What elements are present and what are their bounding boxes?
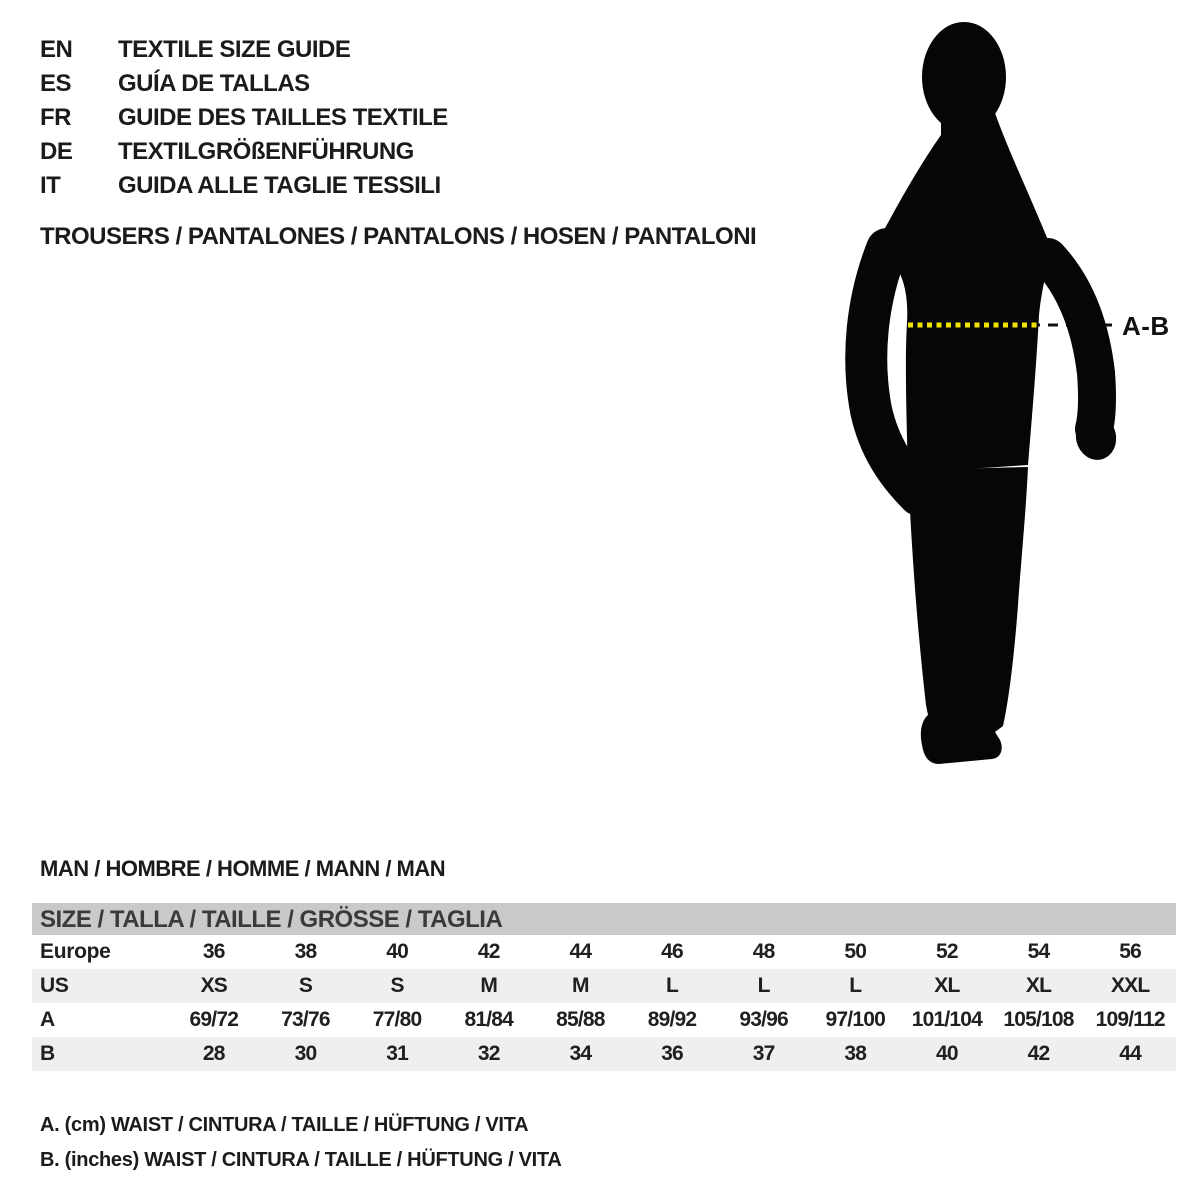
table-cell: S bbox=[390, 974, 404, 997]
language-row bbox=[40, 135, 448, 169]
table-cell: 56 bbox=[1119, 940, 1142, 963]
table-cell: 36 bbox=[661, 1042, 683, 1065]
size-table-body bbox=[32, 935, 1176, 1071]
measure-label: A-B bbox=[1122, 311, 1170, 341]
table-cell: 52 bbox=[936, 940, 958, 963]
table-cell: M bbox=[480, 974, 498, 997]
figure bbox=[845, 5, 1200, 795]
row-label: A bbox=[40, 1008, 55, 1031]
table-cell: 40 bbox=[386, 940, 408, 963]
row-label: Europe bbox=[40, 940, 111, 963]
table-cell: 81/84 bbox=[464, 1008, 513, 1031]
table-cell: 77/80 bbox=[372, 1008, 422, 1031]
table-cell: L bbox=[665, 974, 678, 997]
language-title: GUIDA ALLE TAGLIE TESSILI bbox=[118, 172, 441, 199]
table-cell: 97/100 bbox=[825, 1008, 885, 1031]
table-cell: M bbox=[572, 974, 589, 997]
section-title: MAN / HOMBRE / HOMME / MANN / MAN bbox=[40, 856, 446, 881]
language-row bbox=[40, 101, 448, 135]
table-cell: 32 bbox=[477, 1042, 500, 1065]
language-code: FR bbox=[40, 104, 71, 131]
table-cell: 30 bbox=[294, 1042, 317, 1065]
table-cell: XL bbox=[1025, 974, 1052, 997]
table-cell: 34 bbox=[569, 1042, 592, 1065]
table-row bbox=[32, 935, 1176, 969]
table-cell: XS bbox=[200, 974, 228, 997]
right-arm-shape bbox=[1048, 257, 1097, 429]
language-code: DE bbox=[40, 138, 73, 165]
language-title: TEXTILGRÖßENFÜHRUNG bbox=[118, 138, 414, 165]
table-cell: 69/72 bbox=[189, 1008, 239, 1031]
row-label: B bbox=[40, 1042, 55, 1065]
language-title: TEXTILE SIZE GUIDE bbox=[118, 36, 351, 63]
table-cell: 101/104 bbox=[911, 1008, 983, 1031]
note-line: A. (cm) WAIST / CINTURA / TAILLE / HÜFTUNG / VITA bbox=[40, 1114, 529, 1136]
table-cell: XXL bbox=[1110, 974, 1150, 997]
man-silhouette bbox=[845, 5, 1175, 795]
table-cell: 42 bbox=[1027, 1042, 1050, 1065]
table-cell: 37 bbox=[752, 1042, 775, 1065]
language-code: ES bbox=[40, 70, 72, 97]
table-cell: XL bbox=[934, 974, 960, 997]
table-cell: 40 bbox=[936, 1042, 958, 1065]
language-row bbox=[40, 169, 448, 203]
language-title: GUIDE DES TAILLES TEXTILE bbox=[118, 104, 448, 131]
table-cell: 44 bbox=[569, 940, 592, 963]
category-title: TROUSERS / PANTALONES / PANTALONS / HOSEN / PANTALONI bbox=[40, 223, 757, 250]
table-cell: 85/88 bbox=[556, 1008, 605, 1031]
table-cell: 38 bbox=[294, 940, 317, 963]
language-code: EN bbox=[40, 36, 73, 63]
table-cell: 31 bbox=[386, 1042, 408, 1065]
table-cell: 93/96 bbox=[739, 1008, 788, 1031]
notes bbox=[40, 1108, 562, 1178]
note-line: B. (inches) WAIST / CINTURA / TAILLE / HÜFTUNG / VITA bbox=[40, 1149, 562, 1171]
table-row bbox=[32, 969, 1176, 1003]
language-title: GUÍA DE TALLAS bbox=[118, 70, 310, 97]
table-cell: L bbox=[849, 974, 862, 997]
table-cell: L bbox=[757, 974, 770, 997]
table-cell: 36 bbox=[202, 940, 225, 963]
table-cell: 38 bbox=[844, 1042, 867, 1065]
torso-shape bbox=[877, 110, 1052, 473]
table-cell: 28 bbox=[202, 1042, 225, 1065]
table-cell: 48 bbox=[752, 940, 775, 963]
table-cell: 46 bbox=[661, 940, 683, 963]
table-cell: 44 bbox=[1119, 1042, 1142, 1065]
table-cell: 42 bbox=[477, 940, 500, 963]
table-cell: 89/92 bbox=[647, 1008, 697, 1031]
table-cell: 105/108 bbox=[1003, 1008, 1074, 1031]
table-cell: 50 bbox=[844, 940, 867, 963]
table-cell: 109/112 bbox=[1095, 1008, 1165, 1031]
size-table bbox=[32, 903, 1176, 1071]
language-code: IT bbox=[40, 172, 61, 199]
table-cell: 73/76 bbox=[281, 1008, 330, 1031]
table-cell: S bbox=[298, 974, 313, 997]
language-row bbox=[40, 67, 448, 101]
row-label: US bbox=[40, 974, 69, 997]
table-row bbox=[32, 1003, 1176, 1037]
size-table-header: SIZE / TALLA / TAILLE / GRÖSSE / TAGLIA bbox=[32, 903, 1176, 935]
language-row bbox=[40, 33, 448, 67]
table-row bbox=[32, 1037, 1176, 1071]
table-cell: 54 bbox=[1027, 940, 1050, 963]
language-list bbox=[40, 33, 448, 203]
